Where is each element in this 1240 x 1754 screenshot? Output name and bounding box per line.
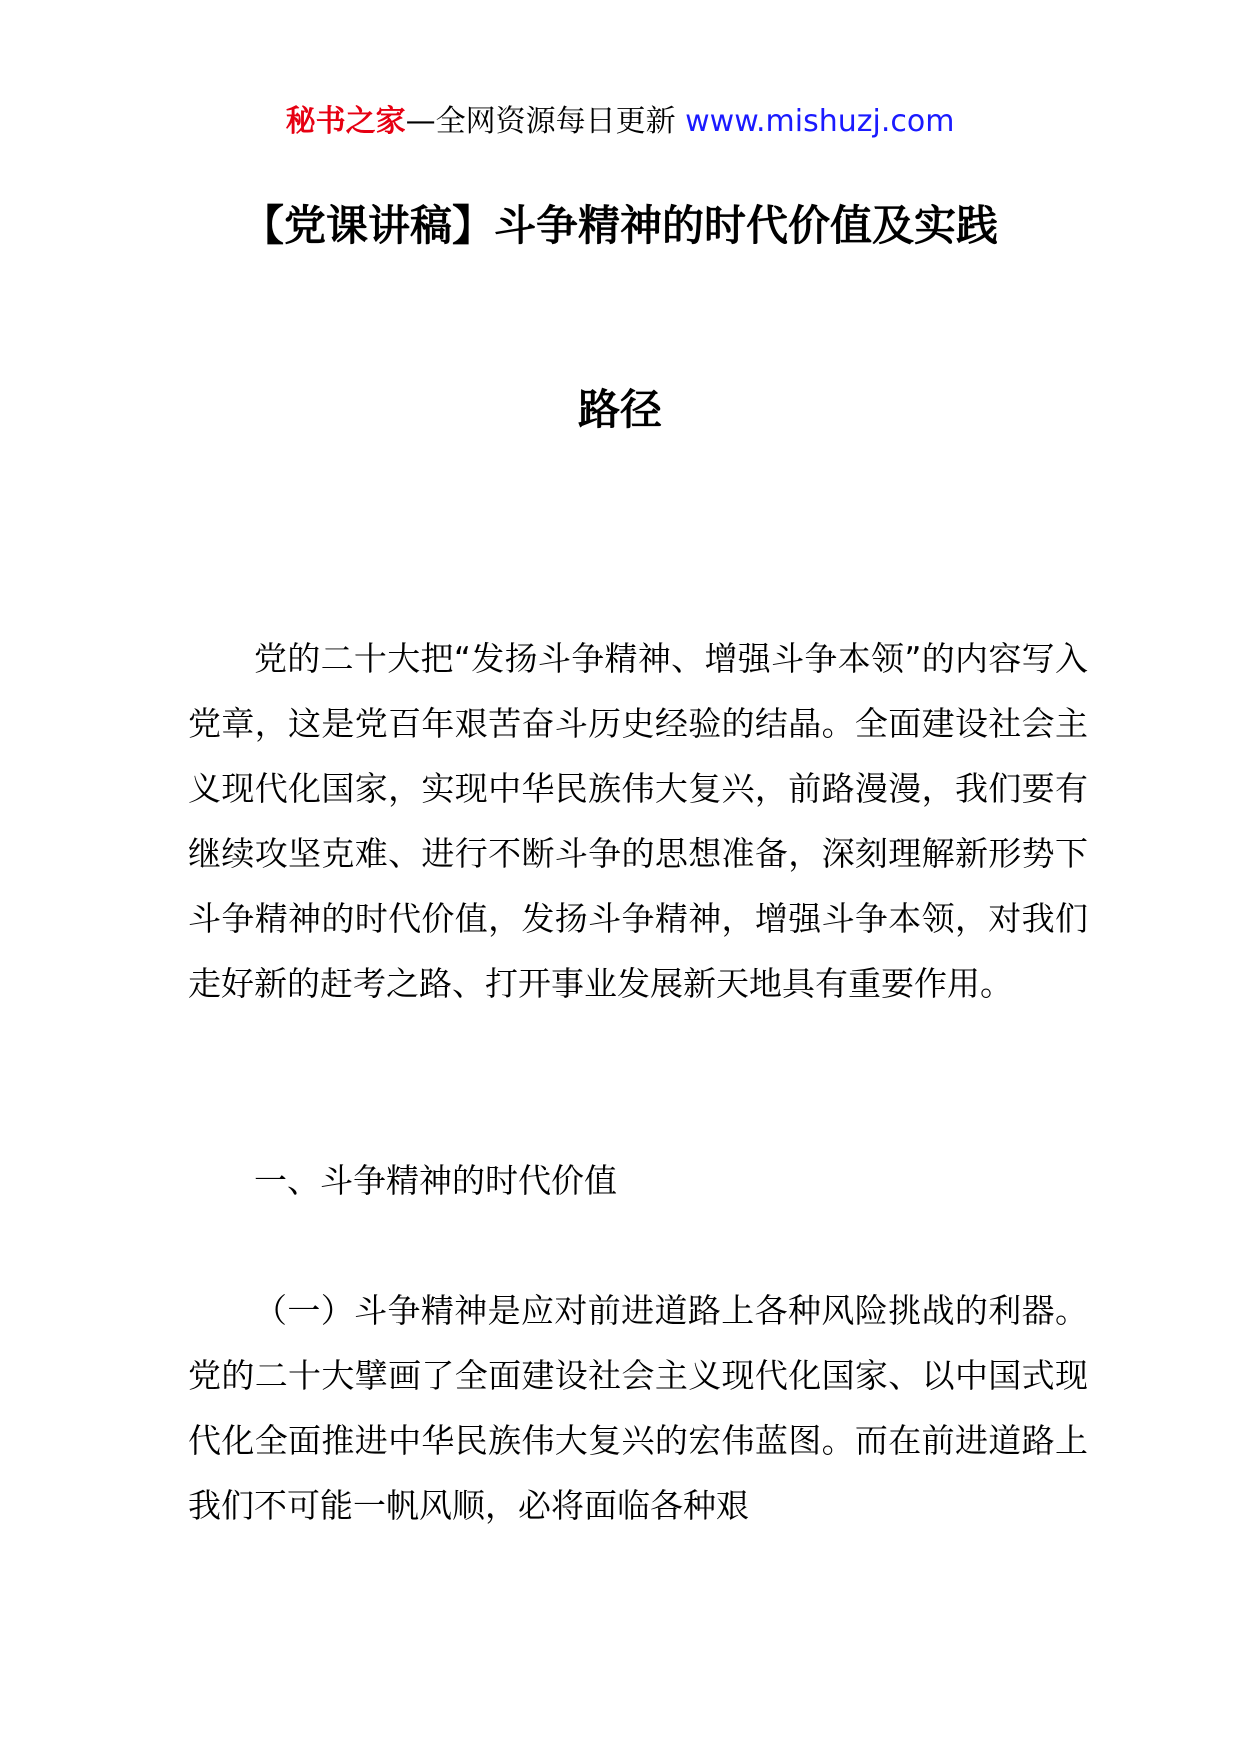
site-brand: 秘书之家 bbox=[285, 104, 406, 139]
body-paragraph: （一）斗争精神是应对前进道路上各种风险挑战的利器。党的二十大擘画了全面建设社会主义现代化国家、以中国式现代化全面推进中华民族伟大复兴的宏伟蓝图。而在前进道路上我们不可能一帆风顺，必将面临各种艰 bbox=[188, 1291, 1088, 1525]
document-title-line-1: 【党课讲稿】斗争精神的时代价值及实践 bbox=[241, 201, 998, 250]
body-paragraph-block-1 bbox=[188, 626, 1088, 1016]
site-slogan: —全网资源每日更新 bbox=[405, 104, 676, 139]
section-heading-block bbox=[188, 1148, 1088, 1213]
site-header bbox=[0, 100, 1240, 144]
section-heading: 一、斗争精神的时代价值 bbox=[254, 1161, 617, 1200]
body-paragraph: 党的二十大把“发扬斗争精神、增强斗争本领”的内容写入党章，这是党百年艰苦奋斗历史经验的结晶。全面建设社会主义现代化国家，实现中华民族伟大复兴，前路漫漫，我们要有继续攻坚克难、进行不断斗争的思想准备，深刻理解新形势下斗争精神的时代价值，发扬斗争精神，增强斗争本领，对我们走好新的赶考之路、打开事业发展新天地具有重要作用。 bbox=[188, 639, 1088, 1003]
body-paragraph-block-2 bbox=[188, 1278, 1088, 1538]
document-title-line-2: 路径 bbox=[577, 385, 662, 434]
site-url-link[interactable]: www.mishuzj.com bbox=[685, 104, 955, 139]
